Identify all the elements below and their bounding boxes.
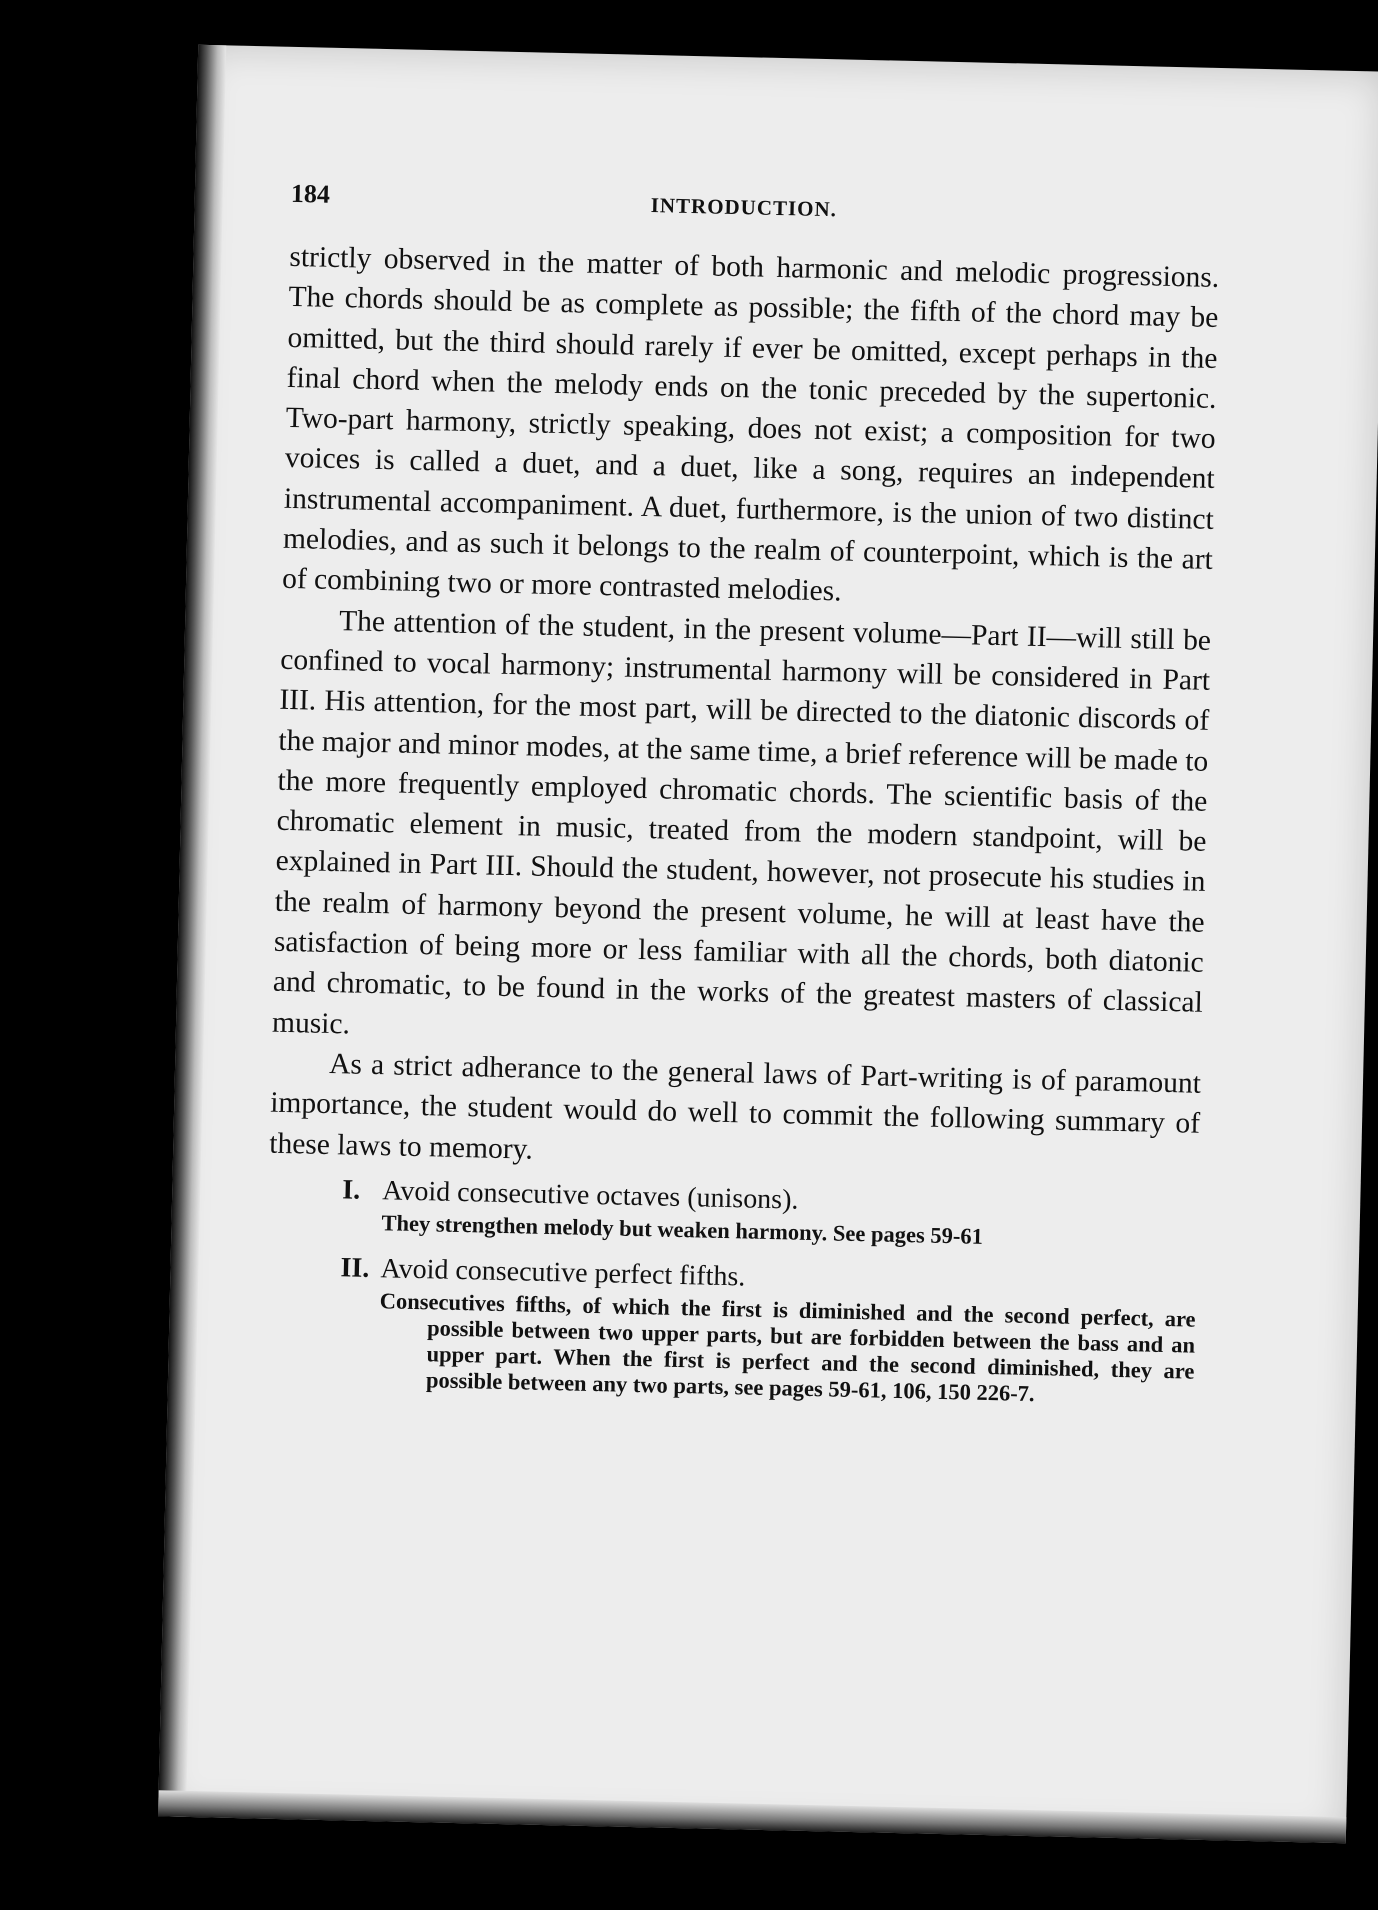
running-head	[290, 179, 1221, 240]
book-page	[158, 45, 1378, 1843]
paragraph: strictly observed in the matter of both harmonic and melodic progressions. The chords should be as complete as possible; the fifth of the chord may be omitted, but the third should rarely if ever be omitted, except perhaps in the final chord when the melody ends on the tonic preceded by the supertonic. Two-part harmony, strictly speaking, does not exist; a composition for two voices is called a duet, and a duet, like a song, requires an independent instrumental accompaniment. A duet, furthermore, is the union of two distinct melodies, and as such it belongs to the realm of counterpoint, which is the art of combining two or more contrasted melodies.	[281, 240, 1220, 608]
rule-number: I.	[341, 1174, 361, 1206]
page-number: 184	[290, 178, 331, 209]
rule-note	[338, 1287, 1196, 1410]
rule-item	[267, 1169, 1198, 1254]
paragraph: The attention of the student, in the present volume—Part II—will still be confined to vocal harmony; instrumental harmony will be considered in Part III. His attention, for the most part, will be directed to the diatonic discords of the major and minor modes, at the same time, a brief reference will be made to the more frequently employed chromatic chords. The scientific basis of the chromatic element in music, treated from the modern standpoint, will be explained in Part III. Should the student, however, not prosecute his studies in the realm of harmony beyond the present volume, he will at least have the satisfaction of being more or less familiar with all the chords, both diatonic and chromatic, to be found in the works of the greatest masters of classical music.	[271, 604, 1212, 1041]
page-bottom-edge	[158, 1790, 1346, 1843]
running-title: INTRODUCTION.	[650, 193, 838, 222]
rule-item	[264, 1247, 1197, 1410]
rule-title: Avoid consecutive perfect fifths.	[380, 1253, 746, 1293]
rule-title: Avoid consecutive octaves (unisons).	[381, 1175, 799, 1216]
rule-number: II.	[340, 1252, 370, 1284]
rule-note-text: They strengthen melody but weaken harmony. See pages 59-61	[381, 1210, 984, 1249]
rule-note-text: Consecutives fifths, of which the first is diminished and the second perfect, are possible between two upper parts, but are forbidden between the bass and an upper part. When the first is perfect and the second diminished, they are possible between any two parts, see pages 59-61, 106, 150 226-7.	[379, 1288, 1196, 1406]
spine-shadow	[158, 45, 226, 1817]
paragraph: As a strict adherance to the general laws of Part-writing is of paramount importance, the student would do well to commit the following summary of these laws to memory.	[268, 1047, 1202, 1166]
page-text	[263, 179, 1221, 1425]
